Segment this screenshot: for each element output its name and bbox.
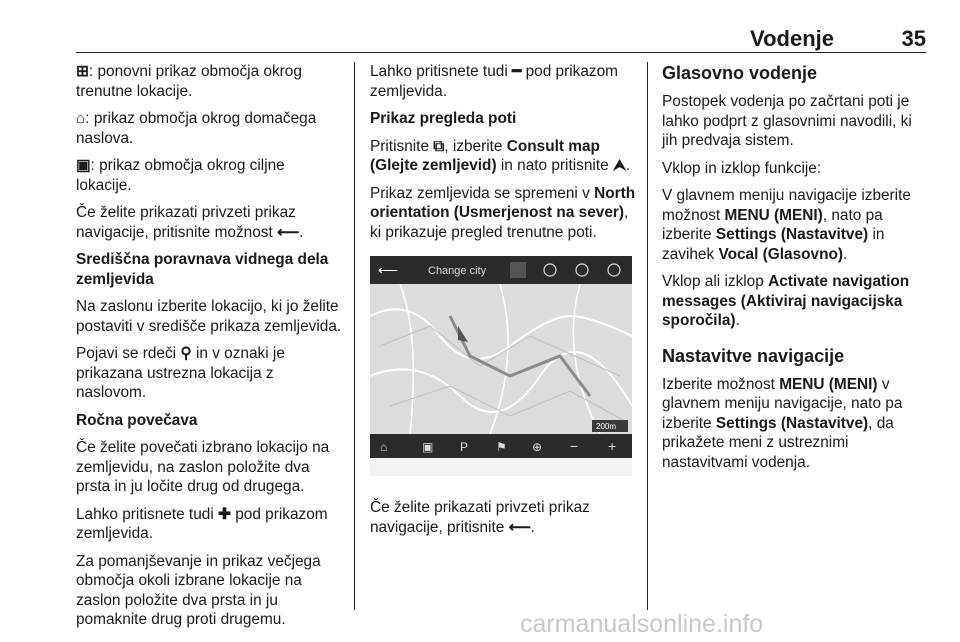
map-title: Change city [428,265,487,277]
paragraph: Vklop in izklop funkcije: [662,159,822,177]
paragraph: Pojavi se rdeči ⚲ in v oznaki je prikazana ustrezna lokacija z naslovom. [76,345,285,401]
page-header [76,22,926,52]
column-divider-2 [647,62,648,610]
paragraph: Pritisnite ⧉, izberite Consult map (Glejte zemljevid) in nato pritisnite ⮝. [370,137,631,174]
paragraph: V glavnem meniju navigacije izberite možnost MENU (MENI), nato pa izberite Settings (Nastavitve) in zavihek Vocal (Glasovno). [662,187,911,263]
svg-text:⊕: ⊕ [532,440,543,454]
map-figure [370,256,632,476]
minus-icon: ━ [512,63,522,80]
home-icon: ⌂ [76,110,86,127]
heading: Ročna povečava [76,411,198,429]
column-3 [662,62,928,480]
paragraph: Lahko pritisnete tudi ✚ pod prikazom zemljevida. [76,505,328,542]
paragraph: ▣: prikaz območja okrog ciljne lokacije. [76,157,285,194]
paragraph: ⌂: prikaz območja okrog domačega naslova. [76,110,317,147]
svg-text:−: − [570,438,579,454]
watermark: carmanualsonline.info [520,610,764,638]
svg-text:P: P [460,440,469,454]
paragraph: Če želite prikazati privzeti prikaz navigacije, pritisnite možnost ⟵. [76,204,304,241]
svg-text:⚑: ⚑ [496,440,507,454]
paragraph: Prikaz zemljevida se spremeni v North orientation (Usmerjenost na sever), ki prikazuje pregled trenutne poti. [370,184,636,241]
paragraph: ⊞: ponovni prikaz območja okrog trenutne lokacije. [76,63,302,100]
column-divider-1 [354,62,355,610]
heading: Prikaz pregleda poti [370,110,517,127]
back-arrow-icon: ⟵ [378,262,399,278]
paragraph: Izberite možnost MENU (MENI) v glavnem meniju navigacije, nato pa izberite Settings (Nastavitve), da prikažete meni z ustreznimi nastavitvami vodenja. [662,375,903,471]
header-rule [76,52,926,53]
paragraph: Za pomanjševanje in prikaz večjega območja okoli izbrane lokacije na zaslon položite dva prsta in ju pomaknite drug proti drugemu. [76,552,321,628]
paragraph: Lahko pritisnete tudi ━ pod prikazom zemljevida. [370,63,618,100]
paragraph: Postopek vodenja po začrtani poti je lahko podprt z glasovnimi navodili, ki jih predvaja sistem. [662,93,912,149]
page-number: 35 [901,26,926,51]
back-arrow-icon: ⟵ [277,223,300,241]
paragraph: Na zaslonu izberite lokacijo, ki jo želite postaviti v središče prikaza zemljevida. [76,298,342,335]
paragraph: Če želite prikazati privzeti prikaz navigacije, pritisnite ⟵. [370,499,590,536]
svg-text:+: + [608,438,617,454]
section-heading: Nastavitve navigacije [662,345,845,366]
section-title: Vodenje [750,26,834,51]
menu-icon: ⧉ [433,137,445,155]
back-arrow-icon: ⟵ [508,518,531,536]
column-2 [370,62,636,545]
plus-icon: ✚ [218,505,231,523]
svg-text:▣: ▣ [422,440,434,454]
map-scale: 200m [596,422,617,431]
section-heading: Glasovno vodenje [662,63,818,83]
svg-text:⌂: ⌂ [380,440,388,454]
map-screenshot [370,256,632,476]
north-icon: ⮝ [612,157,627,174]
paragraph: Če želite povečati izbrano lokacijo na zemljevidu, na zaslon položite dva prsta in ju ločite drug od drugega. [76,439,330,495]
column-1 [76,62,344,638]
destination-icon: ▣ [76,157,91,174]
paragraph: Vklop ali izklop Activate navigation messages (Aktiviraj navigacijska sporočila). [662,273,910,329]
heading: Središčna poravnava vidnega dela zemljevida [76,251,329,288]
current-location-icon: ⊞ [76,63,89,80]
pin-icon: ⚲ [180,345,192,362]
